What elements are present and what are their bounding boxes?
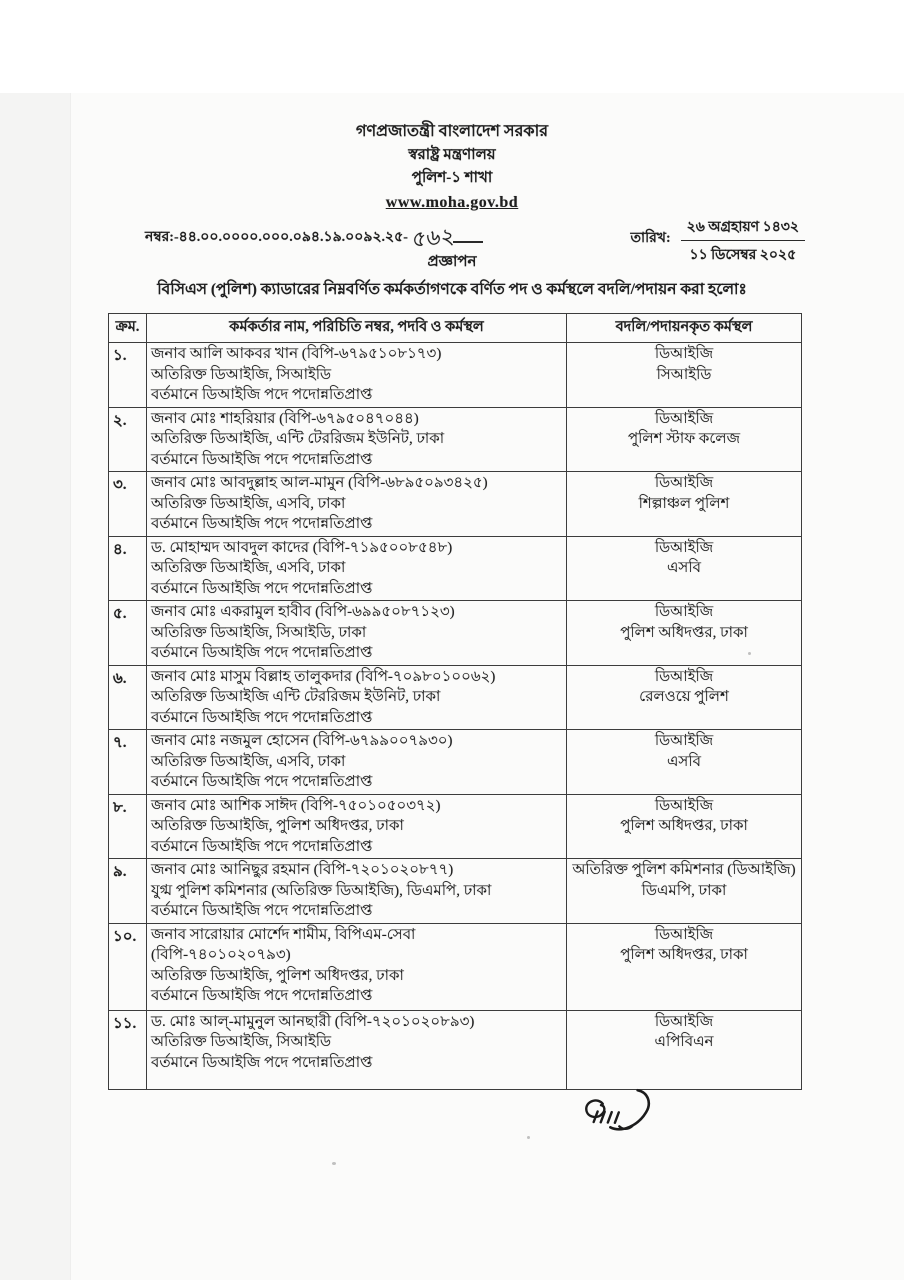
notification-title: প্রজ্ঞাপন bbox=[427, 254, 477, 270]
officer-detail-line: ড. মোহাম্মদ আবদুল কাদের (বিপি-৭১৯৫০০৮৫৪৮) bbox=[151, 539, 453, 556]
officer-detail-line: অতিরিক্ত ডিআইজি, এসবি, ঢাকা bbox=[151, 753, 346, 770]
officer-detail-line: (বিপি-৭৪০১০২০৭৯৩) bbox=[151, 947, 291, 963]
officer-detail-line: অতিরিক্ত ডিআইজি, এন্টি টেররিজম ইউনিট, ঢাকা bbox=[151, 431, 445, 447]
row-serial: ৪. bbox=[109, 536, 147, 601]
table-row bbox=[109, 665, 802, 730]
officer-detail-line: অতিরিক্ত ডিআইজি, সিআইডি bbox=[151, 366, 332, 383]
signature-scribble bbox=[577, 1078, 667, 1150]
new-posting-line: ডিআইজি bbox=[654, 539, 714, 556]
officer-detail-line: বর্তমানে ডিআইজি পদে পদোন্নতিপ্রাপ্ত bbox=[151, 1054, 373, 1071]
table-row bbox=[109, 794, 802, 859]
table-row bbox=[109, 859, 802, 924]
officer-detail-line: বর্তমানে ডিআইজি পদে পদোন্নতিপ্রাপ্ত bbox=[151, 451, 373, 468]
row-serial: ৫. bbox=[109, 601, 147, 666]
new-posting-line: এসবি bbox=[667, 560, 701, 576]
new-posting-line: ডিআইজি bbox=[654, 475, 714, 491]
new-posting bbox=[567, 923, 802, 1010]
officer-details bbox=[147, 794, 567, 859]
officer-details bbox=[147, 472, 567, 537]
date-bangla: ২৬ অগ্রহায়ণ ১৪৩২ bbox=[681, 215, 805, 241]
new-posting bbox=[567, 794, 802, 859]
officer-detail-line: জনাব আলি আকবর খান (বিপি-৬৭৯৫১০৮১৭৩) bbox=[151, 346, 442, 362]
scan-speck bbox=[332, 1162, 336, 1165]
date-label: তারিখ: bbox=[630, 231, 671, 246]
new-posting-line: সিআইডি bbox=[656, 366, 712, 383]
new-posting-line: পুলিশ স্টাফ কলেজ bbox=[627, 431, 741, 447]
new-posting-line: এসবি bbox=[667, 753, 701, 770]
officer-detail-line: অতিরিক্ত ডিআইজি, সিআইডি bbox=[151, 1034, 332, 1050]
row-serial: ৬. bbox=[109, 665, 147, 730]
officer-detail-line: অতিরিক্ত ডিআইজি, পুলিশ অধিদপ্তর, ঢাকা bbox=[151, 818, 404, 834]
transfer-table-body bbox=[109, 343, 802, 1090]
officer-detail-line: অতিরিক্ত ডিআইজি, সিআইডি, ঢাকা bbox=[151, 624, 367, 641]
officer-detail-line: বর্তমানে ডিআইজি পদে পদোন্নতিপ্রাপ্ত bbox=[151, 774, 373, 790]
new-posting bbox=[567, 730, 802, 795]
officer-detail-line: বর্তমানে ডিআইজি পদে পদোন্নতিপ্রাপ্ত bbox=[151, 903, 373, 919]
new-posting-line: শিল্পাঞ্চল পুলিশ bbox=[638, 495, 730, 512]
new-posting-line: ডিআইজি bbox=[654, 668, 714, 685]
memo-number-printed: নম্বর:-৪৪.০০.০০০০.০০০.০৯৪.১৯.০০৯২.২৫- bbox=[145, 230, 408, 245]
table-row bbox=[109, 923, 802, 1010]
table-row bbox=[109, 536, 802, 601]
officer-detail-line: বর্তমানে ডিআইজি পদে পদোন্নতিপ্রাপ্ত bbox=[151, 988, 373, 1004]
government-name: গণপ্রজাতন্ত্রী বাংলাদেশ সরকার bbox=[355, 123, 549, 140]
table-row bbox=[109, 407, 802, 472]
new-posting-line: এপিবিএন bbox=[654, 1034, 714, 1050]
new-posting bbox=[567, 407, 802, 472]
officer-detail-line: অতিরিক্ত ডিআইজি, এসবি, ঢাকা bbox=[151, 560, 346, 576]
officer-detail-line: জনাব মোঃ শাহরিয়ার (বিপি-৬৭৯৫০৪৭০৪৪) bbox=[151, 410, 419, 427]
memo-number-handwritten: ৫৬২ bbox=[411, 224, 455, 253]
row-serial: ১১. bbox=[109, 1010, 147, 1089]
table-row bbox=[109, 730, 802, 795]
officer-details bbox=[147, 536, 567, 601]
row-serial: ৯. bbox=[109, 859, 147, 924]
new-posting-line: পুলিশ অধিদপ্তর, ঢাকা bbox=[620, 624, 748, 641]
officer-details bbox=[147, 730, 567, 795]
row-serial: ১০. bbox=[109, 923, 147, 1010]
row-serial: ৭. bbox=[109, 730, 147, 795]
row-serial: ৩. bbox=[109, 472, 147, 537]
new-posting-line: পুলিশ অধিদপ্তর, ঢাকা bbox=[620, 818, 748, 834]
handwritten-underline bbox=[453, 241, 483, 243]
officer-detail-line: জনাব মোঃ আশিক সাঈদ (বিপি-৭৫০১০৫০৩৭২) bbox=[151, 797, 441, 814]
officer-details bbox=[147, 859, 567, 924]
officer-detail-line: যুগ্ম পুলিশ কমিশনার (অতিরিক্ত ডিআইজি), ডিএমপি, ঢাকা bbox=[151, 882, 492, 899]
new-posting-line: ডিআইজি bbox=[654, 733, 714, 749]
new-posting bbox=[567, 665, 802, 730]
row-serial: ১. bbox=[109, 343, 147, 408]
website-text: www.moha.gov.bd bbox=[385, 194, 519, 211]
new-posting bbox=[567, 859, 802, 924]
new-posting bbox=[567, 536, 802, 601]
officer-detail-line: জনাব মোঃ মাসুম বিল্লাহ তালুকদার (বিপি-৭০৯৮০১০০৬২) bbox=[151, 668, 496, 685]
officer-details bbox=[147, 343, 567, 408]
transfer-table bbox=[108, 313, 802, 1090]
new-posting-line: ডিআইজি bbox=[654, 797, 714, 814]
intro-sentence: বিসিএস (পুলিশ) ক্যাডারের নিম্নবর্ণিত কর্মকর্তাগণকে বর্ণিত পদ ও কর্মস্থলে বদলি/পদায়ন করা হলোঃ bbox=[157, 281, 747, 298]
row-serial: ২. bbox=[109, 407, 147, 472]
header-serial: ক্রম. bbox=[109, 314, 147, 343]
officer-details bbox=[147, 407, 567, 472]
officer-details bbox=[147, 601, 567, 666]
header-new-posting: বদলি/পদায়নকৃত কর্মস্থল bbox=[567, 314, 802, 343]
officer-detail-line: অতিরিক্ত ডিআইজি, এসবি, ঢাকা bbox=[151, 495, 346, 512]
officer-detail-line: বর্তমানে ডিআইজি পদে পদোন্নতিপ্রাপ্ত bbox=[151, 645, 373, 661]
officer-detail-line: জনাব মোঃ নজমুল হোসেন (বিপি-৬৭৯৯০০৭৯৩০) bbox=[151, 733, 453, 749]
officer-detail-line: অতিরিক্ত ডিআইজি এন্টি টেররিজম ইউনিট, ঢাকা bbox=[151, 689, 441, 705]
officer-details bbox=[147, 1010, 567, 1089]
new-posting-line: ডিআইজি bbox=[654, 410, 714, 427]
officer-detail-line: জনাব মোঃ আবদুল্লাহ আল-মামুন (বিপি-৬৮৯৫০৯৩৪২৫) bbox=[151, 475, 488, 491]
new-posting bbox=[567, 1010, 802, 1089]
officer-detail-line: বর্তমানে ডিআইজি পদে পদোন্নতিপ্রাপ্ত bbox=[151, 580, 373, 597]
document-header bbox=[0, 120, 904, 216]
new-posting-line: ডিএমপি, ঢাকা bbox=[641, 882, 727, 899]
officer-detail-line: ড. মোঃ আল্-মামুনুল আনছারী (বিপি-৭২০১০২০৮৯৩) bbox=[151, 1013, 475, 1030]
officer-detail-line: জনাব মোঃ একরামুল হাবীব (বিপি-৬৯৯৫০৮৭১২৩) bbox=[151, 604, 455, 620]
table-row bbox=[109, 601, 802, 666]
new-posting bbox=[567, 601, 802, 666]
officer-detail-line: বর্তমানে ডিআইজি পদে পদোন্নতিপ্রাপ্ত bbox=[151, 387, 373, 403]
new-posting bbox=[567, 343, 802, 408]
header-officer-details: কর্মকর্তার নাম, পরিচিতি নম্বর, পদবি ও কর্মস্থল bbox=[147, 314, 567, 343]
officer-detail-line: বর্তমানে ডিআইজি পদে পদোন্নতিপ্রাপ্ত bbox=[151, 516, 373, 532]
new-posting-line: ডিআইজি bbox=[654, 604, 714, 620]
officer-detail-line: জনাব মোঃ আনিছুর রহমান (বিপি-৭২০১০২০৮৭৭) bbox=[151, 862, 454, 878]
branch-name: পুলিশ-১ শাখা bbox=[411, 170, 493, 186]
new-posting-line: রেলওয়ে পুলিশ bbox=[639, 689, 729, 705]
officer-detail-line: অতিরিক্ত ডিআইজি, পুলিশ অধিদপ্তর, ঢাকা bbox=[151, 967, 404, 984]
date-gregorian: ১১ ডিসেম্বর ২০২৫ bbox=[689, 248, 797, 263]
new-posting-line: পুলিশ অধিদপ্তর, ঢাকা bbox=[620, 947, 748, 963]
scan-speck bbox=[748, 652, 751, 655]
scan-speck bbox=[527, 1136, 530, 1139]
officer-detail-line: বর্তমানে ডিআইজি পদে পদোন্নতিপ্রাপ্ত bbox=[151, 838, 373, 855]
officer-detail-line: জনাব সারোয়ার মোর্শেদ শামীম, বিপিএম-সেবা bbox=[151, 926, 416, 943]
new-posting-line: ডিআইজি bbox=[654, 1013, 714, 1030]
table-row bbox=[109, 343, 802, 408]
new-posting-line: ডিআইজি bbox=[654, 346, 714, 362]
new-posting-line: ডিআইজি bbox=[654, 926, 714, 943]
new-posting-line: অতিরিক্ত পুলিশ কমিশনার (ডিআইজি) bbox=[572, 862, 796, 878]
officer-details bbox=[147, 665, 567, 730]
new-posting bbox=[567, 472, 802, 537]
table-row bbox=[109, 1010, 802, 1089]
officer-detail-line: বর্তমানে ডিআইজি পদে পদোন্নতিপ্রাপ্ত bbox=[151, 709, 373, 726]
table-header-row bbox=[109, 314, 802, 343]
row-serial: ৮. bbox=[109, 794, 147, 859]
table-row bbox=[109, 472, 802, 537]
officer-details bbox=[147, 923, 567, 1010]
ministry-name: স্বরাষ্ট্র মন্ত্রণালয় bbox=[408, 147, 496, 163]
